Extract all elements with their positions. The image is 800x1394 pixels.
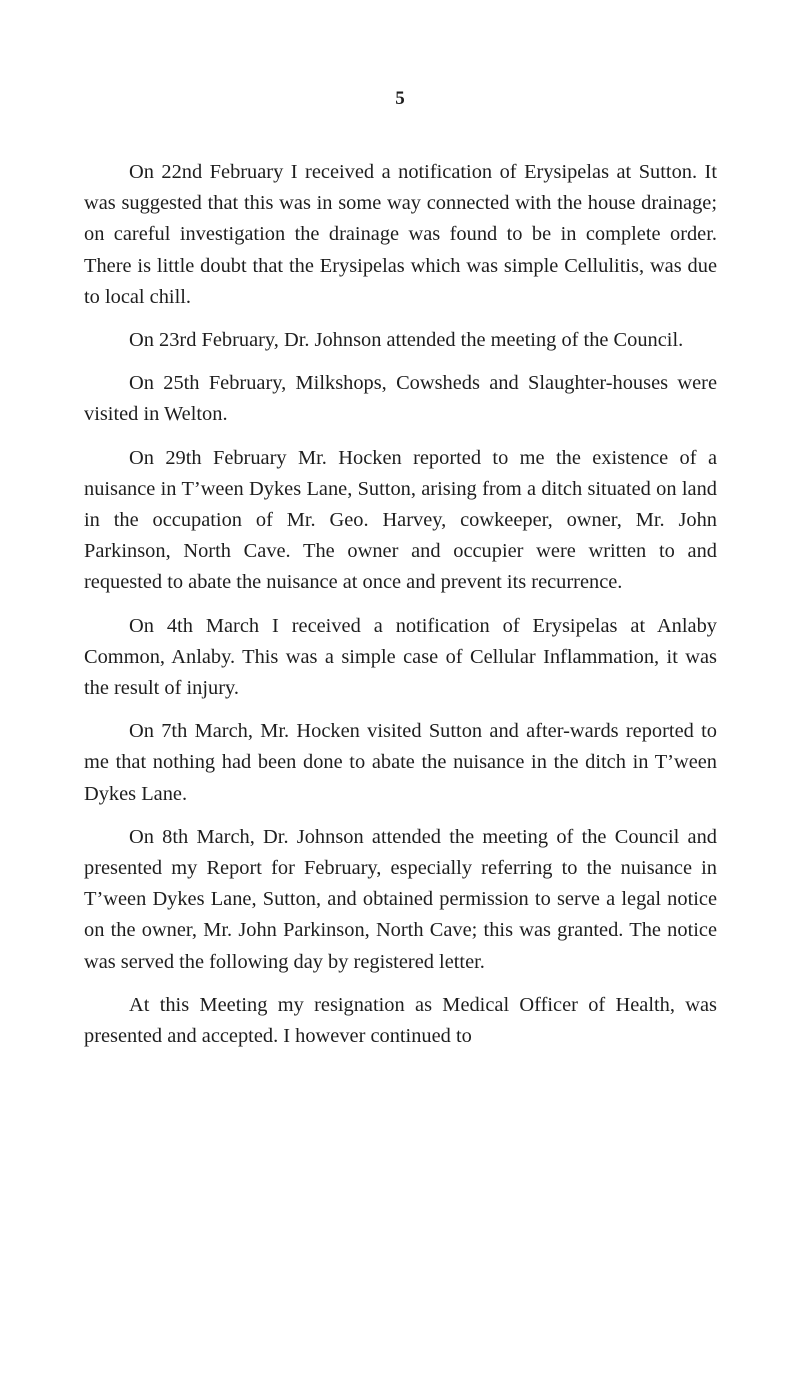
paragraph-nuisance-report: On 29th February Mr. Hocken reported to me the existence of a nuisance in T’ween Dykes Lane, Sutton, arising from a ditch situated on land in the occupation of Mr. Geo. Harvey, cowkeeper, owner, Mr. John Parkinson, North Cave. The owner and occupier were written to and requested to abate the nuisance at once and prevent its recurrence. (84, 446, 717, 594)
paragraph-council-meeting-feb: On 23rd February, Dr. Johnson attended the meeting of the Council. (129, 329, 684, 352)
paragraph-erysipelas-sutton: On 22nd February I received a notification of Erysipelas at Sutton. It was suggested that this was in some way connected with the house drainage; on careful investigation the drainage was found to be in complete order. There is little doubt that the Erysipelas which was simple Cellulitis, was due to local chill. (84, 161, 717, 308)
page-number: 5 (395, 88, 405, 109)
body-text (84, 157, 717, 1052)
paragraph-hocken-visit: On 7th March, Mr. Hocken visited Sutton and after-wards reported to me that nothing had been done to abate the nuisance in the ditch in T’ween Dykes Lane. (84, 720, 717, 805)
paragraph-erysipelas-anlaby: On 4th March I received a notification of Erysipelas at Anlaby Common, Anlaby. This was a simple case of Cellular Inflammation, it was the result of injury. (84, 614, 717, 700)
paragraph-welton-visit: On 25th February, Milkshops, Cowsheds and Slaughter-houses were visited in Welton. (84, 372, 717, 426)
paragraph-resignation: At this Meeting my resignation as Medical Officer of Health, was presented and accepted. I however continued to (84, 993, 717, 1048)
paragraph-council-meeting-march: On 8th March, Dr. Johnson attended the meeting of the Council and presented my Report for February, especially referring to the nuisance in T’ween Dykes Lane, Sutton, and obtained permission to serve a legal notice on the owner, Mr. John Parkinson, North Cave; this was granted. The notice was served the following day by registered letter. (84, 825, 717, 973)
